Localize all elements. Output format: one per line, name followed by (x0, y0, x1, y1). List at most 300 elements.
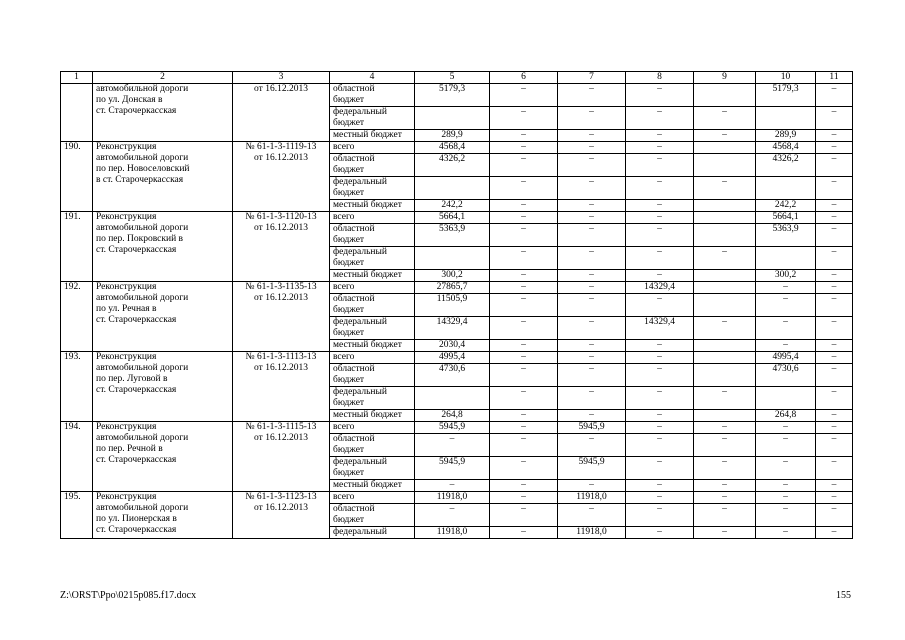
value-cell: 11918,0 (415, 492, 490, 504)
value-cell: – (490, 387, 558, 410)
value-cell: 5664,1 (756, 212, 816, 224)
budget-type-line: областной (333, 294, 375, 304)
value-cell: – (626, 457, 694, 480)
value-cell: – (626, 480, 694, 492)
value-cell: – (756, 527, 816, 539)
value-cell: 4730,6 (756, 364, 816, 387)
value-cell: – (694, 247, 756, 270)
value-cell: 5945,9 (558, 422, 626, 434)
value-cell (694, 364, 756, 387)
budget-type (330, 457, 415, 480)
value-cell: – (558, 387, 626, 410)
budget-type (330, 247, 415, 270)
value-cell: – (816, 410, 853, 422)
value-cell: – (694, 422, 756, 434)
object-name-line: Реконструкция (96, 422, 157, 432)
value-cell: – (816, 142, 853, 154)
value-cell: – (816, 282, 853, 294)
value-cell (694, 294, 756, 317)
value-cell: – (816, 107, 853, 130)
object-name-line: Реконструкция (96, 212, 157, 222)
value-cell (694, 410, 756, 422)
value-cell: – (490, 364, 558, 387)
record-number (61, 84, 93, 142)
record-number: 193. (61, 352, 93, 422)
value-cell: – (626, 142, 694, 154)
value-cell (694, 212, 756, 224)
budget-type (330, 410, 415, 422)
object-name-line: по пер. Покровский в (96, 234, 184, 244)
value-cell (694, 154, 756, 177)
document-ref (233, 492, 330, 539)
budget-type (330, 142, 415, 154)
object-name-line: по ул. Донская в (96, 95, 163, 105)
value-cell: – (415, 480, 490, 492)
document-ref-line: № 61-1-3-1120-13 (245, 212, 317, 222)
column-header: 7 (558, 72, 626, 84)
budget-type-line: областной (333, 84, 375, 94)
value-cell: – (626, 212, 694, 224)
value-cell: 5363,9 (756, 224, 816, 247)
budget-type-line: всего (333, 352, 355, 362)
value-cell: – (816, 154, 853, 177)
value-cell: – (626, 492, 694, 504)
value-cell: – (626, 387, 694, 410)
value-cell (756, 177, 816, 200)
budget-type (330, 504, 415, 527)
table-row (61, 142, 853, 154)
object-name-line: по ул. Пионерская в (96, 514, 177, 524)
budget-type (330, 527, 415, 539)
document-ref (233, 212, 330, 282)
value-cell: – (558, 107, 626, 130)
value-cell: – (756, 340, 816, 352)
value-cell: – (756, 434, 816, 457)
value-cell (694, 270, 756, 282)
document-ref: от 16.12.2013 (233, 84, 330, 142)
object-name-line: автомобильной дороги (96, 153, 189, 163)
document-ref (233, 282, 330, 352)
value-cell: – (694, 130, 756, 142)
value-cell: 4995,4 (415, 352, 490, 364)
value-cell: – (558, 317, 626, 340)
budget-type-line: федеральный (333, 457, 387, 467)
value-cell: – (626, 247, 694, 270)
value-cell: – (626, 107, 694, 130)
value-cell: 4995,4 (756, 352, 816, 364)
document-ref-line: от 16.12.2013 (254, 433, 308, 443)
value-cell: 5363,9 (415, 224, 490, 247)
budget-type-line: федеральный (333, 177, 387, 187)
value-cell: 242,2 (415, 200, 490, 212)
value-cell (694, 282, 756, 294)
value-cell: – (626, 422, 694, 434)
value-cell: – (816, 200, 853, 212)
budget-type-line: бюджет (333, 235, 365, 245)
document-ref-line: № 61-1-3-1113-13 (245, 352, 317, 362)
value-cell: – (626, 504, 694, 527)
value-cell: – (490, 504, 558, 527)
value-cell: – (415, 434, 490, 457)
value-cell: – (694, 317, 756, 340)
value-cell (694, 224, 756, 247)
value-cell (415, 177, 490, 200)
object-name-line: автомобильной дороги (96, 363, 189, 373)
value-cell: – (558, 247, 626, 270)
value-cell: – (694, 527, 756, 539)
value-cell: – (756, 317, 816, 340)
document-ref (233, 422, 330, 492)
object-name-line: автомобильной дороги (96, 293, 189, 303)
value-cell: – (490, 527, 558, 539)
object-name (93, 142, 233, 212)
value-cell: – (816, 527, 853, 539)
budget-type-line: бюджет (333, 305, 365, 315)
value-cell (415, 107, 490, 130)
value-cell: – (490, 352, 558, 364)
value-cell: – (558, 282, 626, 294)
record-number: 194. (61, 422, 93, 492)
value-cell (694, 200, 756, 212)
budget-type-line: бюджет (333, 165, 365, 175)
column-header: 5 (415, 72, 490, 84)
budget-type-line: областной (333, 224, 375, 234)
table-body (61, 72, 853, 539)
column-header: 8 (626, 72, 694, 84)
value-cell: 14329,4 (626, 282, 694, 294)
budget-type (330, 422, 415, 434)
value-cell: 4568,4 (415, 142, 490, 154)
value-cell: – (626, 294, 694, 317)
value-cell: – (558, 480, 626, 492)
value-cell: – (558, 200, 626, 212)
value-cell: – (816, 434, 853, 457)
value-cell: 5945,9 (415, 457, 490, 480)
value-cell: – (694, 387, 756, 410)
object-name-line: по пер. Новоселовский (96, 164, 190, 174)
value-cell: – (558, 410, 626, 422)
budget-type-line: бюджет (333, 188, 365, 198)
value-cell (415, 247, 490, 270)
value-cell: – (558, 154, 626, 177)
record-number: 195. (61, 492, 93, 539)
budget-type-line: областной (333, 154, 375, 164)
value-cell: 5945,9 (558, 457, 626, 480)
object-name-line: ст. Старочеркасская (96, 385, 177, 395)
value-cell: – (816, 224, 853, 247)
value-cell: – (626, 434, 694, 457)
value-cell: – (558, 434, 626, 457)
budget-type (330, 492, 415, 504)
value-cell (694, 352, 756, 364)
value-cell: – (490, 480, 558, 492)
value-cell: – (756, 422, 816, 434)
budget-type-line: областной (333, 434, 375, 444)
budget-type-line: бюджет (333, 328, 365, 338)
budget-type (330, 200, 415, 212)
document-ref (233, 142, 330, 212)
value-cell: – (694, 457, 756, 480)
value-cell: – (694, 492, 756, 504)
value-cell: – (558, 270, 626, 282)
value-cell: – (490, 84, 558, 107)
value-cell (756, 107, 816, 130)
budget-type-line: местный бюджет (333, 410, 402, 420)
value-cell (694, 84, 756, 107)
budget-type-line: бюджет (333, 258, 365, 268)
value-cell: 264,8 (415, 410, 490, 422)
document-ref-line: от 16.12.2013 (254, 503, 308, 513)
object-name-line: ст. Старочеркасская (96, 315, 177, 325)
value-cell: 11505,9 (415, 294, 490, 317)
value-cell: 5664,1 (415, 212, 490, 224)
value-cell (694, 340, 756, 352)
record-number: 190. (61, 142, 93, 212)
table-row (61, 492, 853, 504)
budget-table (60, 71, 853, 539)
column-header: 3 (233, 72, 330, 84)
value-cell: – (490, 492, 558, 504)
budget-type (330, 434, 415, 457)
value-cell: – (490, 247, 558, 270)
object-name-line: Реконструкция (96, 352, 157, 362)
value-cell: – (626, 130, 694, 142)
value-cell: 14329,4 (415, 317, 490, 340)
record-number: 191. (61, 212, 93, 282)
value-cell: – (490, 410, 558, 422)
budget-type (330, 224, 415, 247)
value-cell (756, 247, 816, 270)
column-header: 6 (490, 72, 558, 84)
table-row (61, 422, 853, 434)
value-cell: – (490, 224, 558, 247)
document-ref-line: от 16.12.2013 (254, 363, 308, 373)
value-cell: – (415, 504, 490, 527)
object-name-line: автомобильной дороги (96, 223, 189, 233)
value-cell: – (816, 294, 853, 317)
budget-type-line: бюджет (333, 515, 365, 525)
value-cell: – (626, 410, 694, 422)
budget-type (330, 154, 415, 177)
budget-type (330, 294, 415, 317)
value-cell: – (816, 364, 853, 387)
value-cell: – (694, 480, 756, 492)
object-name-line: ст. Старочеркасская (96, 106, 177, 116)
budget-type (330, 107, 415, 130)
value-cell: – (816, 247, 853, 270)
value-cell: 5179,3 (415, 84, 490, 107)
budget-type-line: бюджет (333, 118, 365, 128)
value-cell: – (558, 142, 626, 154)
value-cell: – (694, 177, 756, 200)
value-cell: – (490, 107, 558, 130)
value-cell: – (816, 177, 853, 200)
document-ref-line: № 61-1-3-1115-13 (245, 422, 317, 432)
object-name-line: Реконструкция (96, 492, 157, 502)
value-cell: – (490, 434, 558, 457)
object-name-line: ст. Старочеркасская (96, 525, 177, 535)
value-cell: – (816, 352, 853, 364)
value-cell: – (756, 480, 816, 492)
page-number: 155 (836, 590, 851, 601)
value-cell: – (626, 270, 694, 282)
budget-type-line: бюджет (333, 445, 365, 455)
budget-type (330, 317, 415, 340)
value-cell: – (756, 457, 816, 480)
document-ref-line: от 16.12.2013 (254, 293, 308, 303)
object-name-line: Реконструкция (96, 142, 157, 152)
document-ref-line: от 16.12.2013 (254, 223, 308, 233)
column-header: 2 (93, 72, 233, 84)
object-name-line: автомобильной дороги (96, 503, 189, 513)
value-cell: – (816, 480, 853, 492)
value-cell: 242,2 (756, 200, 816, 212)
value-cell: – (490, 212, 558, 224)
value-cell: – (816, 340, 853, 352)
value-cell (756, 387, 816, 410)
budget-type-line: федеральный (333, 387, 387, 397)
budget-type (330, 352, 415, 364)
value-cell: – (558, 352, 626, 364)
value-cell: – (626, 177, 694, 200)
budget-type-line: всего (333, 212, 355, 222)
value-cell: – (626, 352, 694, 364)
value-cell: – (490, 270, 558, 282)
value-cell: – (816, 457, 853, 480)
budget-type-line: всего (333, 492, 355, 502)
value-cell: – (490, 142, 558, 154)
value-cell: – (626, 154, 694, 177)
budget-type (330, 130, 415, 142)
value-cell: – (816, 270, 853, 282)
value-cell: – (490, 130, 558, 142)
budget-type-line: федеральный (333, 527, 387, 537)
value-cell: – (558, 340, 626, 352)
value-cell: – (490, 177, 558, 200)
value-cell: – (490, 282, 558, 294)
value-cell: – (490, 457, 558, 480)
value-cell: – (626, 527, 694, 539)
value-cell: 11918,0 (558, 527, 626, 539)
budget-type-line: местный бюджет (333, 340, 402, 350)
document-ref-line: № 61-1-3-1119-13 (245, 142, 317, 152)
value-cell: 11918,0 (415, 527, 490, 539)
object-name-line: ст. Старочеркасская (96, 455, 177, 465)
budget-type-line: федеральный (333, 247, 387, 257)
object-name-line: автомобильной дороги (96, 433, 189, 443)
table-row (61, 352, 853, 364)
value-cell: – (626, 200, 694, 212)
value-cell: 300,2 (415, 270, 490, 282)
value-cell: – (558, 212, 626, 224)
value-cell (415, 387, 490, 410)
budget-type-line: местный бюджет (333, 200, 402, 210)
object-name-line: по пер. Луговой в (96, 374, 168, 384)
column-header: 9 (694, 72, 756, 84)
document-ref-line: № 61-1-3-1135-13 (245, 282, 317, 292)
object-name-line: ст. Старочеркасская (96, 245, 177, 255)
value-cell: 5179,3 (756, 84, 816, 107)
value-cell: 14329,4 (626, 317, 694, 340)
budget-type (330, 282, 415, 294)
value-cell: – (626, 224, 694, 247)
file-path: Z:\ORST\Ppo\0215p085.f17.docx (60, 590, 197, 601)
budget-type (330, 212, 415, 224)
value-cell: – (558, 364, 626, 387)
value-cell: – (558, 130, 626, 142)
table-row (61, 212, 853, 224)
budget-type-line: бюджет (333, 468, 365, 478)
budget-type-line: всего (333, 142, 355, 152)
object-name (93, 352, 233, 422)
value-cell: – (816, 387, 853, 410)
budget-type (330, 364, 415, 387)
table-row (61, 282, 853, 294)
value-cell: 4326,2 (415, 154, 490, 177)
value-cell: – (756, 282, 816, 294)
value-cell: 4326,2 (756, 154, 816, 177)
object-name-line: автомобильной дороги (96, 84, 189, 94)
value-cell: – (558, 224, 626, 247)
table-row (61, 84, 853, 107)
budget-type-line: местный бюджет (333, 270, 402, 280)
budget-type (330, 177, 415, 200)
value-cell: 4568,4 (756, 142, 816, 154)
value-cell: 2030,4 (415, 340, 490, 352)
value-cell: – (558, 504, 626, 527)
value-cell: – (558, 294, 626, 317)
value-cell: 264,8 (756, 410, 816, 422)
value-cell: – (490, 317, 558, 340)
budget-type (330, 387, 415, 410)
object-name-line: по ул. Речная в (96, 304, 157, 314)
budget-type-line: местный бюджет (333, 480, 402, 490)
value-cell: – (816, 422, 853, 434)
value-cell: 289,9 (415, 130, 490, 142)
value-cell: – (756, 504, 816, 527)
object-name (93, 282, 233, 352)
column-header: 4 (330, 72, 415, 84)
value-cell: 4730,6 (415, 364, 490, 387)
object-name (93, 492, 233, 539)
value-cell: – (816, 492, 853, 504)
value-cell: – (694, 504, 756, 527)
value-cell: – (490, 294, 558, 317)
document-ref-line: от 16.12.2013 (254, 153, 308, 163)
budget-type-line: бюджет (333, 398, 365, 408)
value-cell: – (816, 212, 853, 224)
object-name-line: по пер. Речной в (96, 444, 163, 454)
value-cell: – (490, 340, 558, 352)
budget-type (330, 340, 415, 352)
value-cell: – (694, 434, 756, 457)
value-cell: 300,2 (756, 270, 816, 282)
budget-type-line: областной (333, 504, 375, 514)
value-cell: – (816, 130, 853, 142)
value-cell: – (816, 504, 853, 527)
value-cell: – (558, 177, 626, 200)
budget-type (330, 270, 415, 282)
budget-type (330, 84, 415, 107)
value-cell: 27865,7 (415, 282, 490, 294)
object-name (93, 422, 233, 492)
budget-type (330, 480, 415, 492)
value-cell: – (490, 422, 558, 434)
object-name-line: Реконструкция (96, 282, 157, 292)
budget-type-line: федеральный (333, 317, 387, 327)
value-cell: – (490, 200, 558, 212)
value-cell: – (490, 154, 558, 177)
